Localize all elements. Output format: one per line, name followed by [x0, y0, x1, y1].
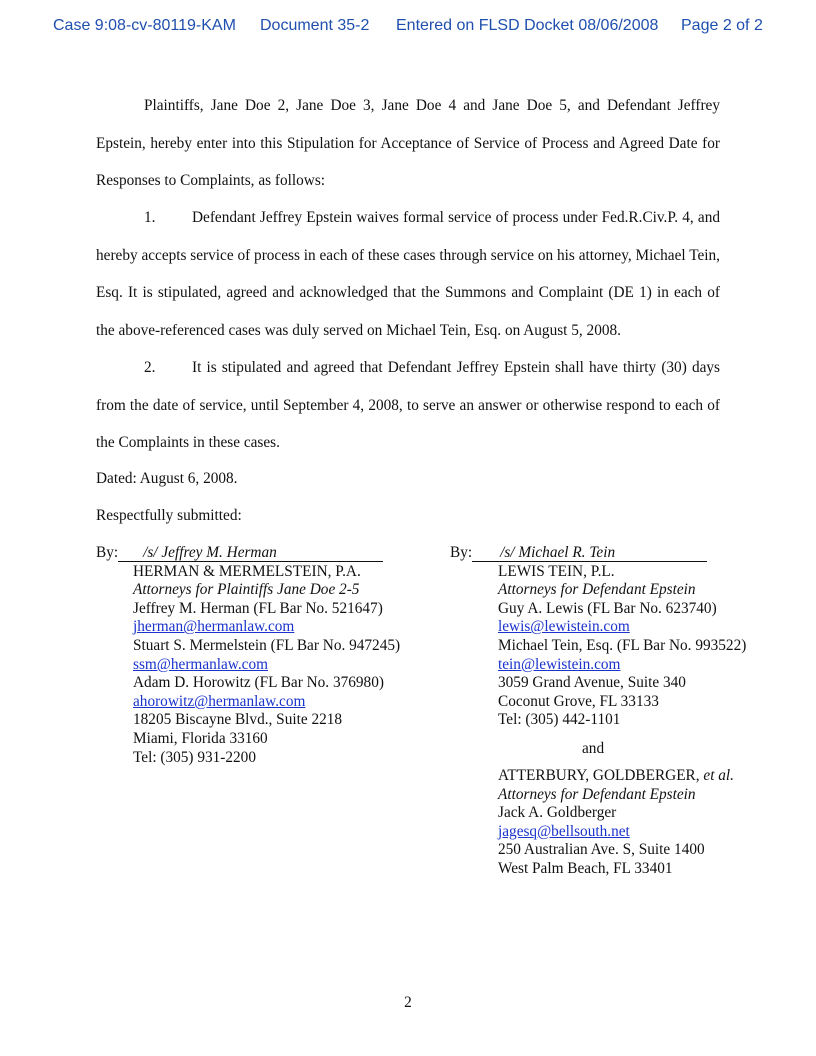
intro-paragraph [96, 87, 720, 200]
dated-line: Dated: August 6, 2008. [96, 470, 238, 487]
right-email-2-link[interactable]: tein@lewistein.com [498, 655, 621, 673]
left-email-2-link[interactable]: ssm@hermanlaw.com [133, 655, 269, 673]
right-signature: /s/ Michael R. Tein [472, 545, 707, 562]
left-email-1-link[interactable]: jherman@hermanlaw.com [133, 618, 295, 636]
left-by-label: By: [96, 544, 119, 561]
header-case-number: Case 9:08-cv-80119-KAM [53, 17, 236, 34]
right-attorney-1: Guy A. Lewis (FL Bar No. 623740) [498, 599, 717, 617]
item-1-paragraph [96, 199, 720, 349]
and-conjunction: and [582, 739, 605, 757]
left-address-2: Miami, Florida 33160 [133, 729, 268, 747]
right-address-3: 250 Australian Ave. S, Suite 1400 [498, 841, 705, 859]
right-address-1: 3059 Grand Avenue, Suite 340 [498, 674, 686, 692]
left-firm-name: HERMAN & MERMELSTEIN, P.A. [133, 562, 361, 580]
defendant-signature-block [450, 544, 746, 879]
header-document-number: Document 35-2 [260, 17, 370, 34]
left-attorney-1: Jeffrey M. Herman (FL Bar No. 521647) [133, 599, 383, 617]
right-attorney-3: Jack A. Goldberger [498, 804, 617, 822]
right-firm-2-name: ATTERBURY, GOLDBERGER, et al. [498, 766, 734, 784]
left-email-3-link[interactable]: ahorowitz@hermanlaw.com [133, 692, 306, 710]
left-attorney-2: Stuart S. Mermelstein (FL Bar No. 947245) [133, 636, 401, 654]
left-attorney-3: Adam D. Horowitz (FL Bar No. 376980) [133, 674, 384, 692]
right-address-2: Coconut Grove, FL 33133 [498, 692, 659, 710]
item-2-text: It is stipulated and agreed that Defendant Jeffrey Epstein shall have thirty (30) days from the date of service, until September 4, 2008, to serve an answer or otherwise respond to each of the Complaints in these cases. [96, 359, 720, 451]
plaintiff-signature-block [96, 544, 400, 767]
item-1-text: Defendant Jeffrey Epstein waives formal service of process under Fed.R.Civ.P. 4, and hereby accepts service of process in each of these cases through service on his attorney, Michael Tein, Esq. It is stipulated, agreed and acknowledged that the Summons and Complaint (DE 1) in each of the above-referenced cases was duly served on Michael Tein, Esq. on August 5, 2008. [96, 209, 720, 339]
header-entered-date: Entered on FLSD Docket 08/06/2008 [396, 17, 659, 34]
item-2-paragraph [96, 349, 720, 462]
header-page-count: Page 2 of 2 [681, 17, 763, 34]
left-signature: /s/ Jeffrey M. Herman [118, 545, 383, 562]
item-1-number: 1. [144, 209, 156, 226]
item-2-number: 2. [144, 359, 156, 376]
closing-line: Respectfully submitted: [96, 507, 242, 524]
intro-text: Plaintiffs, Jane Doe 2, Jane Doe 3, Jane Doe 4 and Jane Doe 5, and Defendant Jeffrey Epstein, hereby enter into this Stipulation for Acceptance of Service of Process and Agreed Date for Responses to Complaints, as follows: [96, 97, 720, 189]
left-telephone: Tel: (305) 931-2200 [133, 748, 256, 766]
right-email-3-link[interactable]: jagesq@bellsouth.net [498, 822, 630, 840]
page-number: 2 [404, 994, 412, 1011]
right-attorney-2: Michael Tein, Esq. (FL Bar No. 993522) [498, 636, 747, 654]
right-attorney-role-2: Attorneys for Defendant Epstein [498, 785, 696, 803]
right-attorney-role: Attorneys for Defendant Epstein [498, 581, 696, 599]
right-by-label: By: [450, 544, 473, 561]
left-address-1: 18205 Biscayne Blvd., Suite 2218 [133, 711, 343, 729]
left-attorney-role: Attorneys for Plaintiffs Jane Doe 2-5 [133, 581, 360, 599]
right-telephone: Tel: (305) 442-1101 [498, 711, 621, 729]
docket-header [0, 17, 816, 41]
right-firm-name: LEWIS TEIN, P.L. [498, 562, 615, 580]
right-email-1-link[interactable]: lewis@lewistein.com [498, 618, 630, 636]
right-address-4: West Palm Beach, FL 33401 [498, 859, 673, 877]
